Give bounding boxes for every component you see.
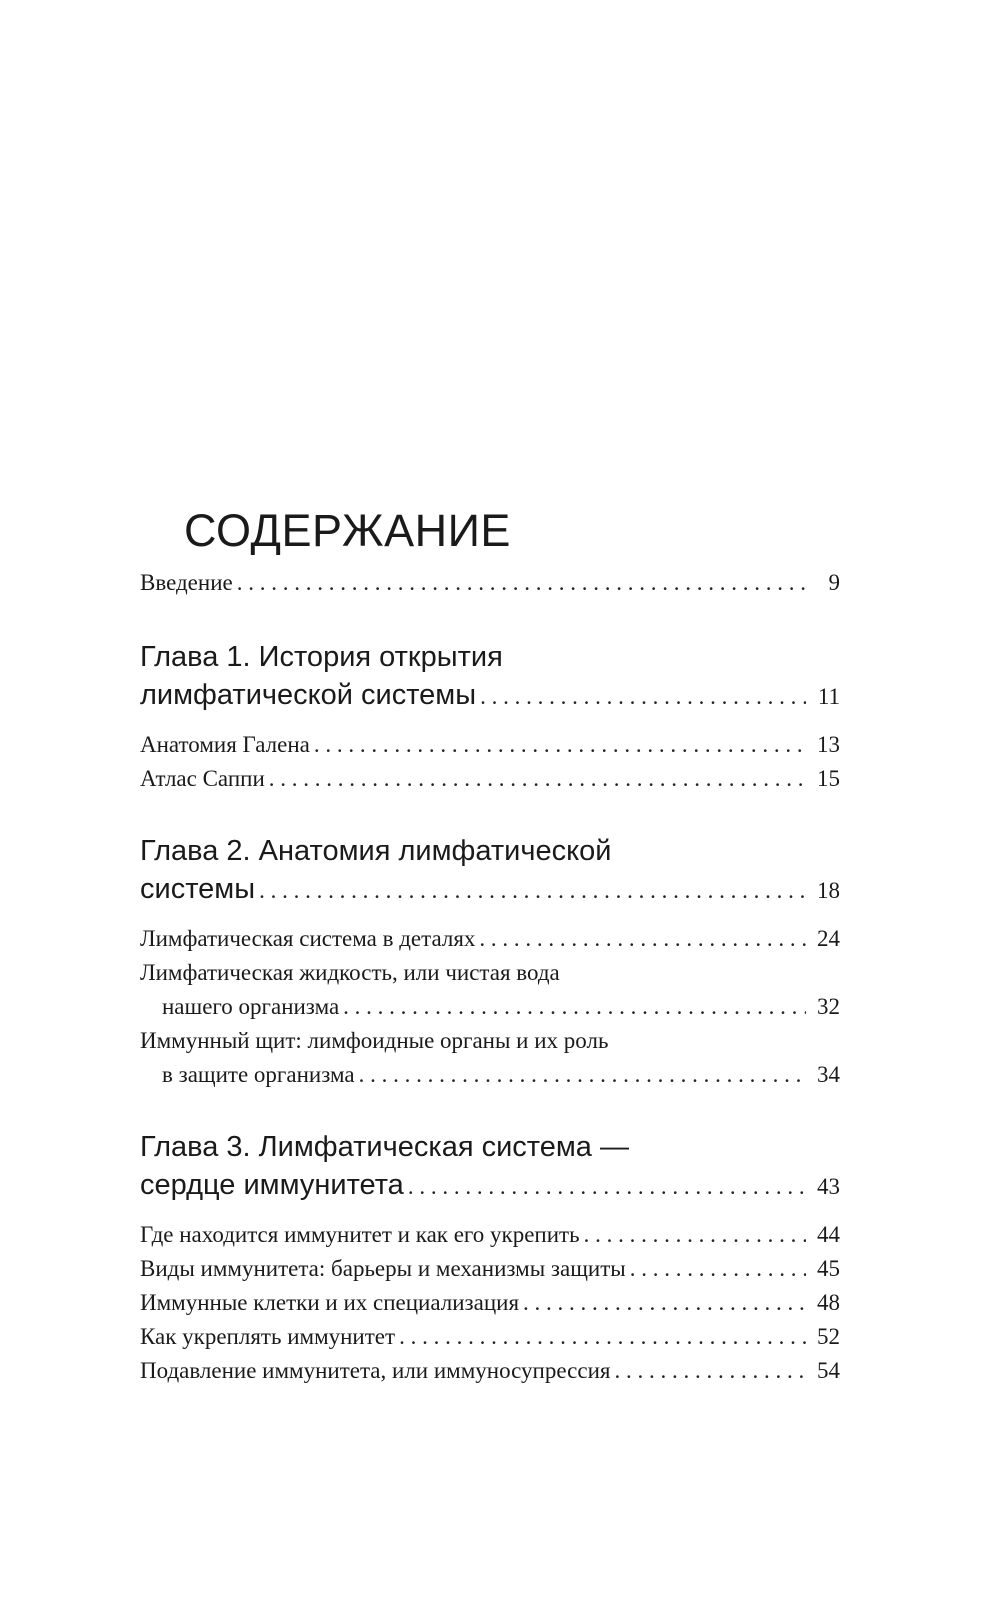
- chapter-2-title-line2: системы: [140, 873, 256, 905]
- dot-leader: [630, 1254, 806, 1284]
- toc-entry-section-line1[interactable]: Лимфатическая жидкость, или чистая вода: [140, 960, 560, 985]
- toc-entry-intro[interactable]: [140, 568, 840, 598]
- toc-entry-section[interactable]: [140, 1220, 840, 1250]
- toc-page-number: 9: [828, 570, 840, 595]
- toc-entry-section[interactable]: [140, 1254, 840, 1284]
- dot-leader: [480, 682, 806, 712]
- dot-leader: [314, 730, 806, 760]
- toc-entry-label: Иммунные клетки и их специализация: [140, 1290, 520, 1315]
- chapter-1-title-line1[interactable]: Глава 1. История открытия: [140, 641, 503, 673]
- dot-leader: [614, 1356, 806, 1386]
- toc-page-number: 32: [817, 994, 840, 1019]
- dot-leader: [399, 1322, 806, 1352]
- toc-entry-section[interactable]: [162, 1060, 840, 1090]
- toc-entry-label: Подавление иммунитета, или иммуносупрессия: [140, 1358, 611, 1383]
- toc-entry-chapter-3[interactable]: [140, 1166, 840, 1204]
- toc-page-number: 18: [817, 878, 840, 903]
- toc-entry-label: в защите организма: [162, 1062, 355, 1087]
- toc-page-number: 48: [817, 1290, 840, 1315]
- toc-entry-label: нашего организма: [162, 994, 340, 1019]
- dot-leader: [237, 568, 806, 598]
- toc-entry-label: Атлас Саппи: [140, 766, 265, 791]
- toc-entry-section[interactable]: [140, 924, 840, 954]
- toc-page-number: 45: [817, 1256, 840, 1281]
- dot-leader: [584, 1220, 806, 1250]
- chapter-3-title-line1[interactable]: Глава 3. Лимфатическая система —: [140, 1131, 629, 1163]
- toc-page-number: 43: [817, 1174, 840, 1199]
- toc-entry-section[interactable]: [140, 1322, 840, 1352]
- toc-page-number: 52: [817, 1324, 840, 1349]
- chapter-3-title-line2: сердце иммунитета: [140, 1169, 404, 1201]
- page-title: СОДЕРЖАНИЕ: [184, 505, 511, 556]
- toc-page-number: 15: [817, 766, 840, 791]
- toc-entry-section[interactable]: [140, 730, 840, 760]
- dot-leader: [343, 992, 806, 1022]
- dot-leader: [523, 1288, 806, 1318]
- toc-entry-section[interactable]: [140, 1288, 840, 1318]
- dot-leader: [259, 876, 806, 906]
- dot-leader: [408, 1172, 806, 1202]
- toc-page-number: 13: [817, 732, 840, 757]
- toc-entry-label: Виды иммунитета: барьеры и механизмы защиты: [140, 1256, 626, 1281]
- toc-entry-section[interactable]: [162, 992, 840, 1022]
- toc-entry-label: Где находится иммунитет и как его укрепить: [140, 1222, 580, 1247]
- dot-leader: [479, 924, 806, 954]
- toc-entry-label: Введение: [140, 570, 233, 595]
- toc-entry-chapter-2[interactable]: [140, 870, 840, 908]
- toc-page-number: 24: [817, 926, 840, 951]
- chapter-1-title-line2: лимфатической системы: [140, 679, 477, 711]
- toc-entry-label: Лимфатическая система в деталях: [140, 926, 476, 951]
- chapter-2-title-line1[interactable]: Глава 2. Анатомия лимфатической: [140, 835, 612, 867]
- toc-page-number: 54: [817, 1358, 840, 1383]
- dot-leader: [269, 764, 806, 794]
- toc-entry-label: Анатомия Галена: [140, 732, 310, 757]
- toc-page-number: 44: [817, 1222, 840, 1247]
- toc-entry-section[interactable]: [140, 764, 840, 794]
- toc-entry-chapter-1[interactable]: [140, 676, 840, 714]
- toc-page-number: 11: [817, 684, 840, 709]
- dot-leader: [359, 1060, 806, 1090]
- toc-page-number: 34: [817, 1062, 840, 1087]
- toc-entry-label: Как укреплять иммунитет: [140, 1324, 396, 1349]
- toc-entry-section[interactable]: [140, 1356, 840, 1386]
- toc-entry-section-line1[interactable]: Иммунный щит: лимфоидные органы и их роль: [140, 1028, 609, 1053]
